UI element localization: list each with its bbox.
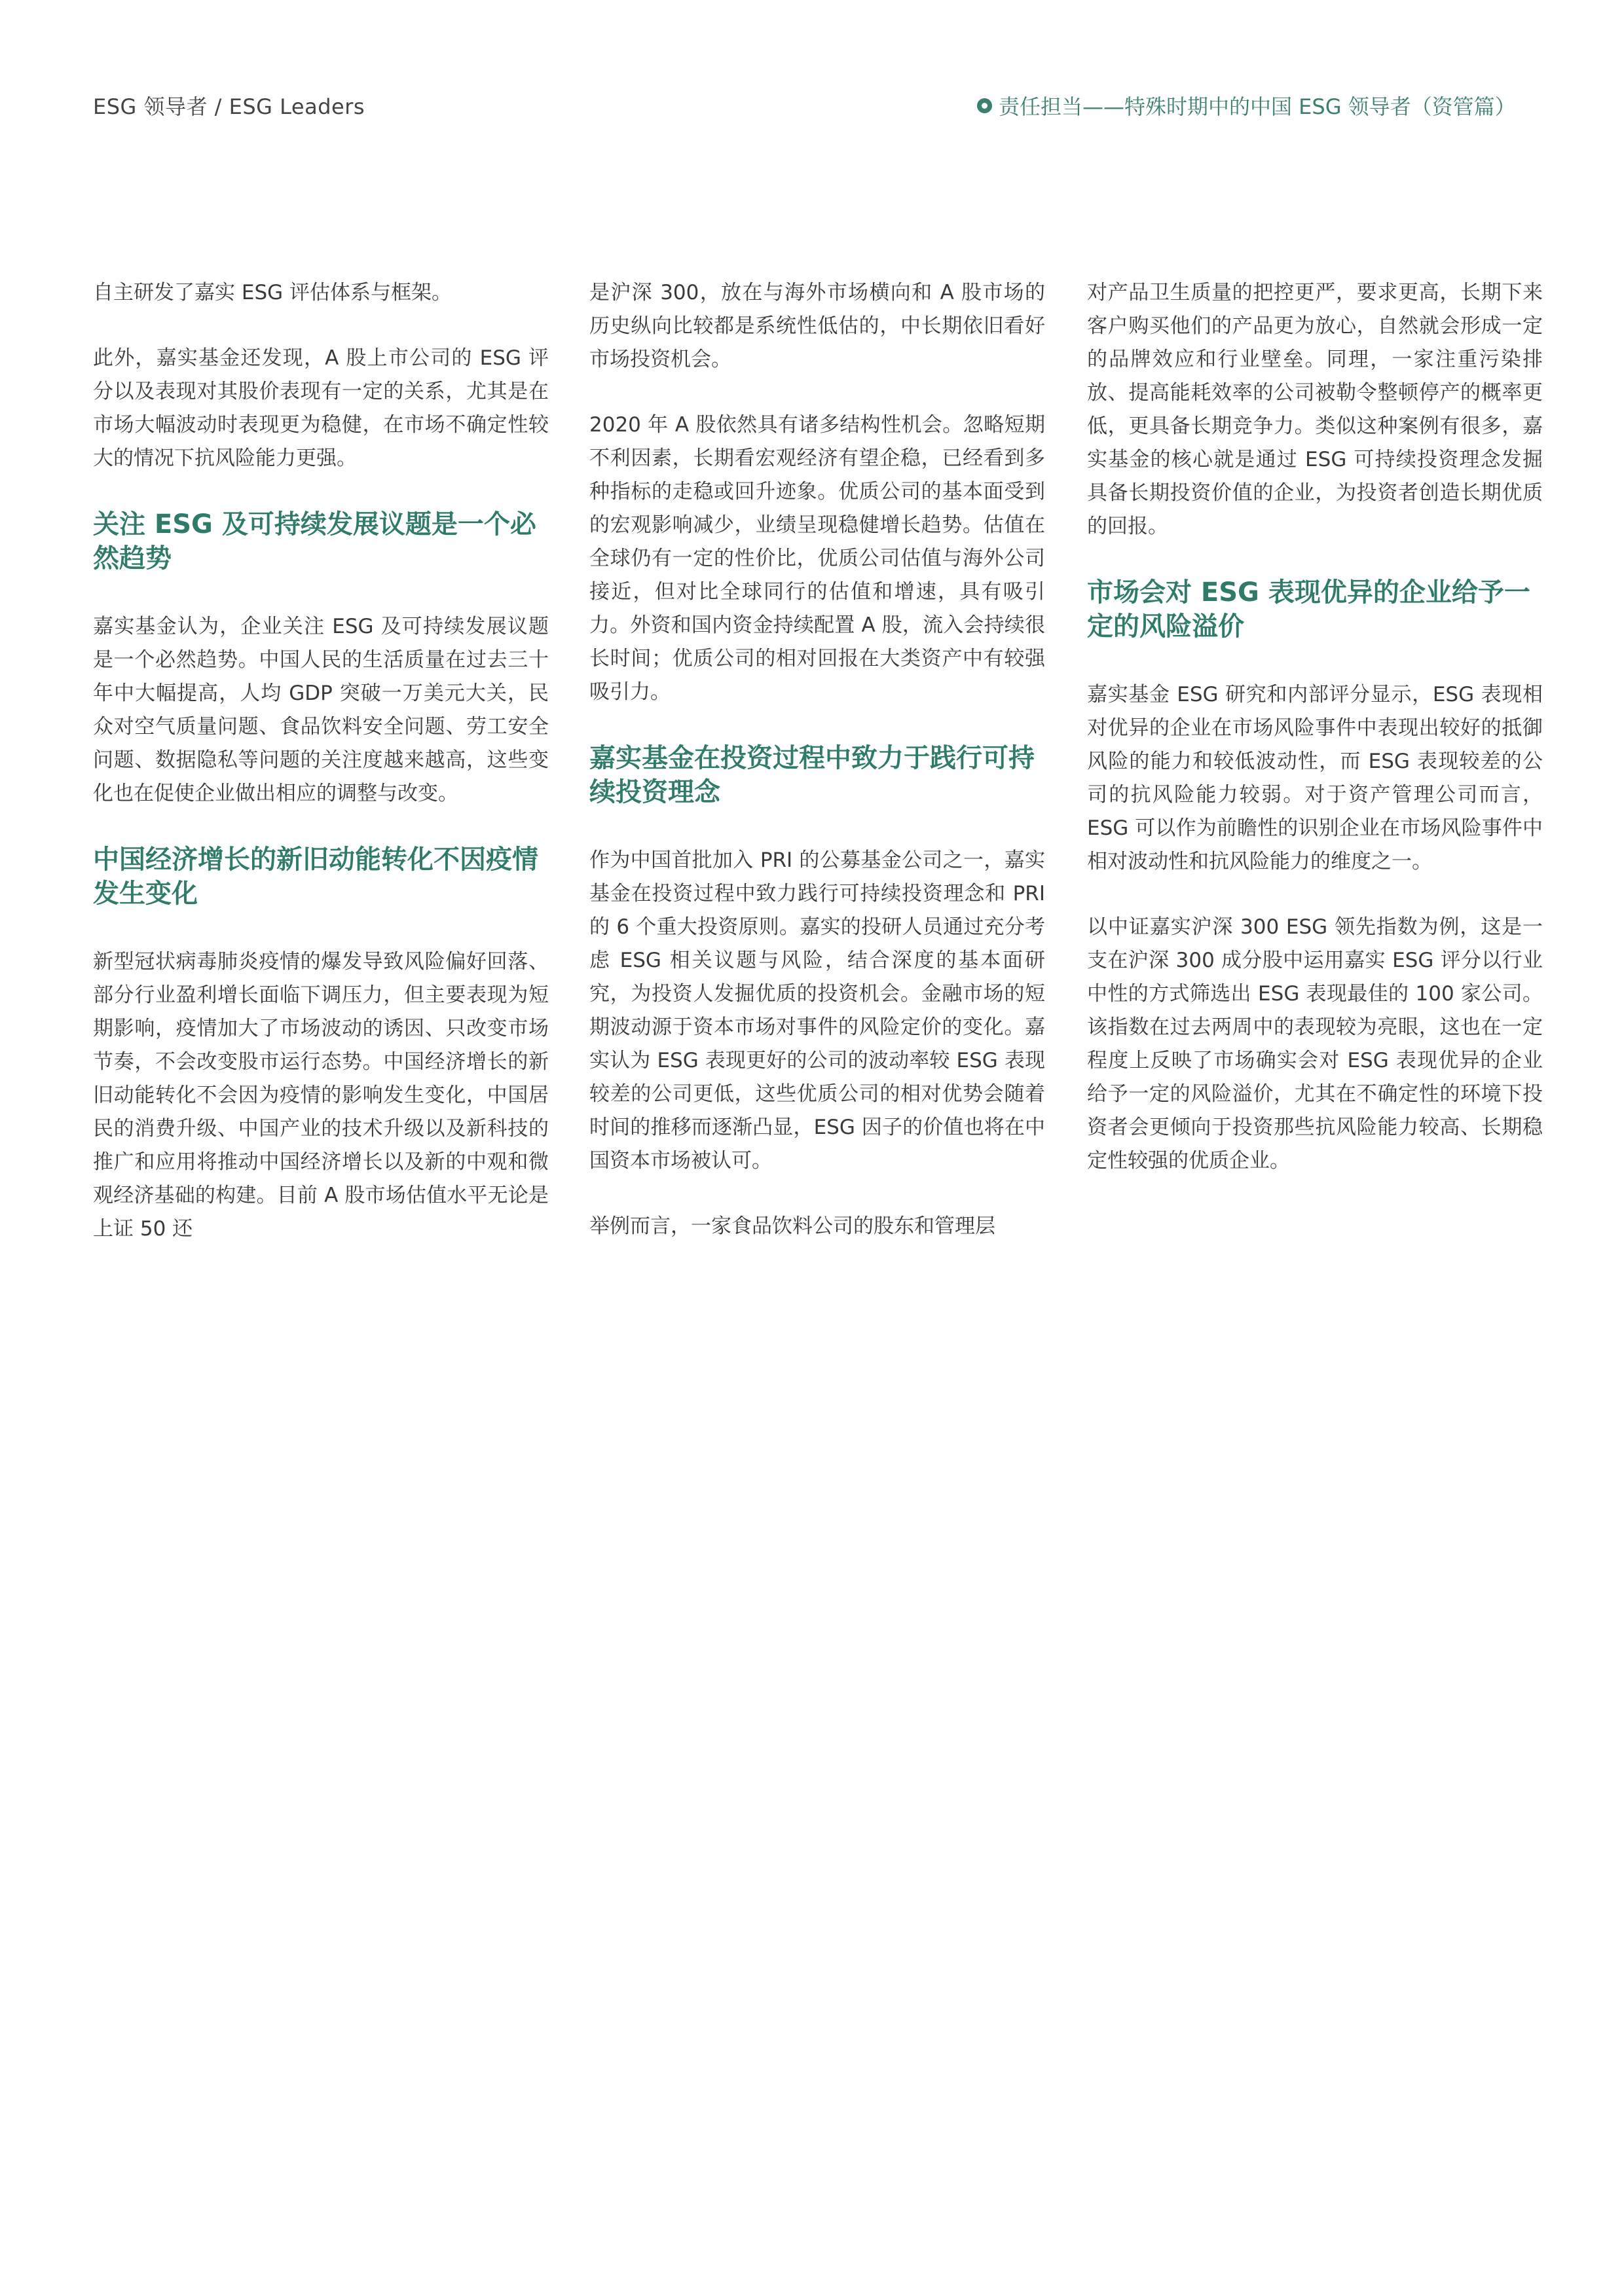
paragraph: 对产品卫生质量的把控更严，要求更高，长期下来客户购买他们的产品更为放心，自然就会形成一定的品牌效应和行业壁垒。同理，一家注重污染排放、提高能耗效率的公司被勒令整顿停产的概率更低，更具备长期竞争力。类似这种案例有很多，嘉实基金的核心就是通过 ESG 可持续投资理念发掘具备长期投资价值的企业，为投资者创造长期优质的回报。 [1087,281,1543,538]
paragraph: 嘉实基金认为，企业关注 ESG 及可持续发展议题是一个必然趋势。中国人民的生活质量在过去三十年中大幅提高，人均 GDP 突破一万美元大关，民众对空气质量问题、食品饮料安全问题、劳工安全问题、数据隐私等问题的关注度越来越高，这些变化也在促使企业做出相应的调整与改变。 [93,615,549,805]
paragraph: 举例而言，一家食品饮料公司的股东和管理层 [589,1214,995,1238]
paragraph: 是沪深 300，放在与海外市场横向和 A 股市场的历史纵向比较都是系统性低估的，中长期依旧看好市场投资机会。 [589,281,1045,371]
paragraph: 作为中国首批加入 PRI 的公募基金公司之一，嘉实基金在投资过程中致力践行可持续投资理念和 PRI 的 6 个重大投资原则。嘉实的投研人员通过充分考虑 ESG 相关议题与风险，结合深度的基本面研究，为投资人发掘优质的投资机会。金融市场的短期波动源于资本市场对事件的风险定价的变化。嘉实认为 ESG 表现更好的公司的波动率较 ESG 表现较差的公司更低，这些优质公司的相对优势会随着时间的推移而逐渐凸显，ESG 因子的价值也将在中国资本市场被认可。 [589,848,1045,1173]
paragraph: 以中证嘉实沪深 300 ESG 领先指数为例，这是一支在沪深 300 成分股中运用嘉实 ESG 评分以行业中性的方式筛选出 ESG 表现最佳的 100 家公司。该指数在过去两周中的表现较为亮眼，这也在一定程度上反映了市场确实会对 ESG 表现优异的企业给予一定的风险溢价，尤其在不确定性的环境下投资者会更倾向于投资那些抗风险能力较高、长期稳定性较强的优质企业。 [1087,915,1543,1173]
circle-bullet-icon [977,98,992,113]
paragraph: 新型冠状病毒肺炎疫情的爆发导致风险偏好回落、部分行业盈利增长面临下调压力，但主要表现为短期影响，疫情加大了市场波动的诱因、只改变市场节奏，不会改变股市运行态势。中国经济增长的新旧动能转化不会因为疫情的影响发生变化，中国居民的消费升级、中国产业的技术升级以及新科技的推广和应用将推动中国经济增长以及新的中观和微观经济基础的构建。目前 A 股市场估值水平无论是上证 50 还 [93,950,549,1241]
paragraph: 嘉实基金 ESG 研究和内部评分显示，ESG 表现相对优异的企业在市场风险事件中表现出较好的抵御风险的能力和较低波动性，而 ESG 表现较差的公司的抗风险能力较弱。对于资产管理公司而言，ESG 可以作为前瞻性的识别企业在市场风险事件中相对波动性和抗风险能力的维度之一。 [1087,683,1543,873]
section-heading: 市场会对 ESG 表现优异的企业给予一定的风险溢价 [1087,577,1530,642]
text-column-1 [93,276,549,1278]
running-header-title: 责任担当——特殊时期中的中国 ESG 领导者（资管篇） [999,94,1516,119]
paragraph: 自主研发了嘉实 ESG 评估体系与框架。 [93,281,452,304]
paragraph: 2020 年 A 股依然具有诸多结构性机会。忽略短期不利因素，长期看宏观经济有望企稳，已经看到多种指标的走稳或回升迹象。优质公司的基本面受到的宏观影响减少，业绩呈现稳健增长趋势。估值在全球仍有一定的性价比，优质公司估值与海外公司接近，但对比全球同行的估值和增速，具有吸引力。外资和国内资金持续配置 A 股，流入会持续很长时间；优质公司的相对回报在大类资产中有较强吸引力。 [589,413,1045,704]
running-header-right [977,90,1516,120]
section-heading: 关注 ESG 及可持续发展议题是一个必然趋势 [93,509,536,574]
section-heading: 嘉实基金在投资过程中致力于践行可持续投资理念 [589,743,1035,807]
paragraph: 此外，嘉实基金还发现，A 股上市公司的 ESG 评分以及表现对其股价表现有一定的关系，尤其是在市场大幅波动时表现更为稳健，在市场不确定性较大的情况下抗风险能力更强。 [93,346,549,470]
section-heading: 中国经济增长的新旧动能转化不因疫情发生变化 [93,845,538,909]
text-column-3 [1087,276,1543,1210]
running-header-left: ESG 领导者 / ESG Leaders [93,94,365,119]
text-column-2 [589,276,1045,1275]
